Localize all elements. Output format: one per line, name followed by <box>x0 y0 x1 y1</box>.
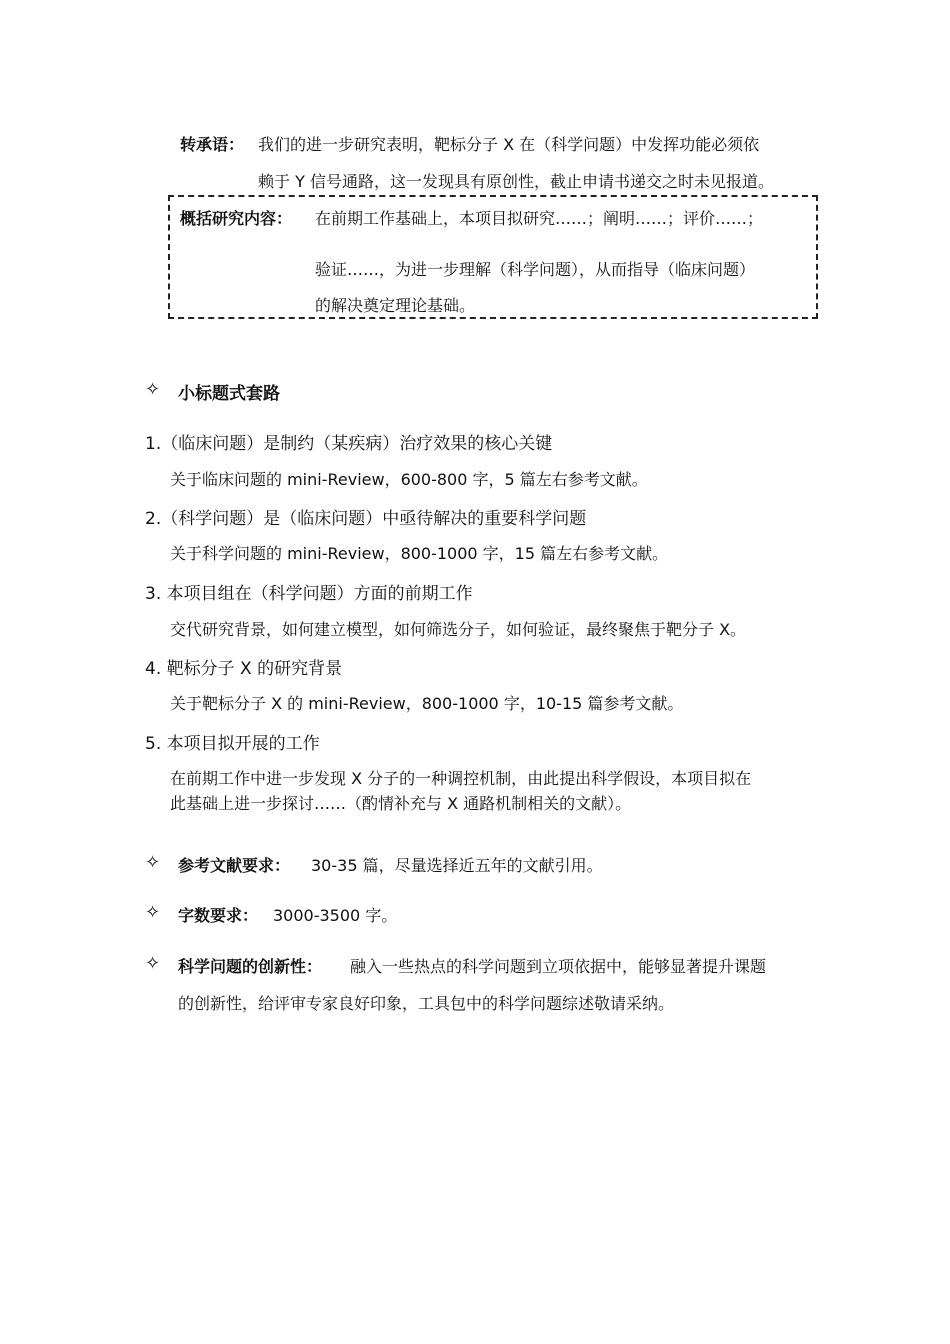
item-desc-4: 关于靶标分子 X 的 mini-Review，800-1000 字，10-15 篇参考文献。 <box>170 694 684 713</box>
innovation-line-2: 的创新性，给评审专家良好印象，工具包中的科学问题综述敬请采纳。 <box>178 994 675 1013</box>
references-label: 参考文献要求： <box>178 856 291 875</box>
innovation-line-1: 融入一些热点的科学问题到立项依据中，能够显著提升课题 <box>350 957 767 976</box>
summary-label: 概括研究内容： <box>180 209 293 228</box>
item-desc-5-line-1: 在前期工作中进一步发现 X 分子的一种调控机制，由此提出科学假设，本项目拟在 <box>170 769 752 788</box>
word-count-label: 字数要求： <box>178 906 259 925</box>
summary-line-3: 的解决奠定理论基础。 <box>315 296 476 315</box>
diamond-bullet-icon: ✧ <box>145 852 161 873</box>
item-heading-2: 2.（科学问题）是（临床问题）中亟待解决的重要科学问题 <box>145 509 587 529</box>
diamond-bullet-icon: ✧ <box>145 379 161 400</box>
references-text: 30-35 篇，尽量选择近五年的文献引用。 <box>311 856 603 875</box>
item-desc-2: 关于科学问题的 mini-Review，800-1000 字，15 篇左右参考文献。 <box>170 544 669 563</box>
transition-line-2: 赖于 Y 信号通路，这一发现具有原创性，截止申请书递交之时未见报道。 <box>258 172 774 191</box>
item-desc-3: 交代研究背景，如何建立模型，如何筛选分子，如何验证，最终聚焦于靶分子 X。 <box>170 620 747 639</box>
section-title: 小标题式套路 <box>178 384 280 404</box>
item-desc-5-line-2: 此基础上进一步探讨……（酌情补充与 X 通路机制相关的文献）。 <box>170 794 632 813</box>
item-heading-3: 3. 本项目组在（科学问题）方面的前期工作 <box>145 584 473 604</box>
diamond-bullet-icon: ✧ <box>145 953 161 974</box>
transition-label: 转承语： <box>180 135 245 154</box>
item-desc-1: 关于临床问题的 mini-Review，600-800 字，5 篇左右参考文献。 <box>170 470 648 489</box>
innovation-label: 科学问题的创新性： <box>178 957 323 976</box>
diamond-bullet-icon: ✧ <box>145 902 161 923</box>
word-count-text: 3000-3500 字。 <box>273 906 398 925</box>
item-heading-5: 5. 本项目拟开展的工作 <box>145 734 320 754</box>
summary-line-1: 在前期工作基础上，本项目拟研究……；阐明……；评价……； <box>315 209 764 228</box>
transition-line-1: 我们的进一步研究表明，靶标分子 X 在（科学问题）中发挥功能必须依 <box>258 135 760 154</box>
summary-line-2: 验证……，为进一步理解（科学问题），从而指导（临床问题） <box>315 260 756 279</box>
item-heading-1: 1.（临床问题）是制约（某疾病）治疗效果的核心关键 <box>145 434 553 454</box>
item-heading-4: 4. 靶标分子 X 的研究背景 <box>145 659 343 679</box>
